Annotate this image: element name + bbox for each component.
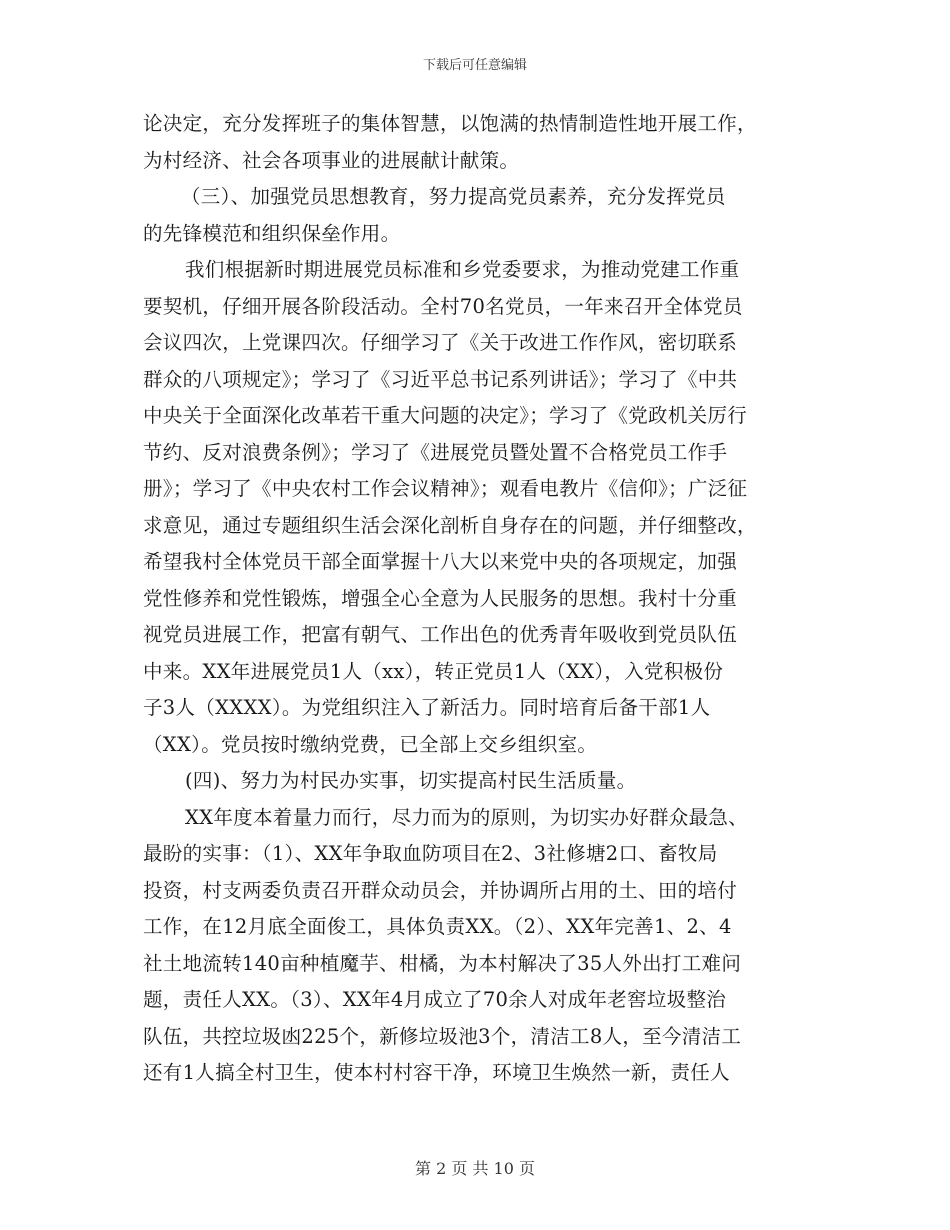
text-line: 求意见，通过专题组织生活会深化剖析自身存在的问题，并仔细整改， [143, 513, 757, 537]
text-line: 群众的八项规定》；学习了《习近平总书记系列讲话》；学习了《中共 [143, 367, 738, 391]
text-line: 视党员进展工作，把富有朝气、工作出色的优秀青年吸收到党员队伍 [143, 623, 738, 646]
text-line: 论决定，充分发挥班子的集体智慧，以饱满的热情制造性地开展工作， [143, 112, 757, 135]
text-line: 希望我村全体党员干部全面掌握十八大以来党中央的各项规定，加强 [143, 550, 738, 573]
document-body [143, 106, 808, 1092]
text-line: 的先锋模范和组织保垒作用。 [143, 221, 401, 245]
text-line: 中央关于全面深化改革若干重大问题的决定》；学习了《党政机关厉行 [143, 404, 748, 427]
text-line: （XX）。党员按时缴纳党费，已全部上交乡组织室。 [143, 732, 598, 756]
text-line: 为村经济、社会各项事业的进展献计献策。 [143, 148, 520, 172]
text-line: 投资，村支两委负责召开群众动员会，并协调所占用的土、田的培付 [143, 878, 738, 902]
text-line: （三）、加强党员思想教育，努力提高党员素养，充分发挥党员 [181, 185, 726, 208]
text-line: 社土地流转140亩种植魔芋、柑橘，为本村解决了35人外出打工难问 [143, 951, 742, 975]
text-line: 中来。XX年进展党员1人（xx），转正党员1人（XX），入党积极份 [143, 659, 724, 683]
text-line: 会议四次，上党课四次。仔细学习了《关于改进工作作风，密切联系 [143, 331, 738, 354]
text-line: 党性修养和党性锻炼，增强全心全意为人民服务的思想。我村十分重 [143, 586, 738, 610]
text-line: 还有1人搞全村卫生，使本村村容干净，环境卫生焕然一新，责任人 [143, 1061, 730, 1084]
text-line: 最盼的实事：（1）、XX年争取血防项目在2、3社修塘2口、畜牧局 [143, 842, 718, 865]
text-line: 册》；学习了《中央农村工作会议精神》；观看电教片《信仰》；广泛征 [143, 477, 748, 500]
text-line: 工作，在12月底全面俊工，具体负责XX。（2）、XX年完善1、2、4 [143, 915, 732, 938]
text-line: 要契机，仔细开展各阶段活动。全村70名党员，一年来召开全体党员 [143, 294, 743, 318]
text-line: 节约、反对浪费条例》；学习了《进展党员暨处置不合格党员工作手 [143, 440, 728, 464]
text-line: 队伍，共控垃圾凼225个，新修垃圾池3个，清洁工8人，至今清洁工 [143, 1024, 742, 1048]
text-line: 题，责任人XX。（3）、XX年4月成立了70余人对成年老窖垃圾整治 [143, 988, 727, 1011]
text-line: 子3人（XXXX）。为党组织注入了新活力。同时培育后备干部1人 [143, 696, 711, 719]
text-line: (四)、努力为村民办实事，切实提高村民生活质量。 [185, 769, 637, 792]
text-line: XX年度本着量力而行，尽力而为的原则，为切实办好群众最急、 [185, 805, 748, 829]
page-header: 下载后可任意编辑 [422, 58, 527, 73]
text-line: 我们根据新时期进展党员标准和乡党委要求，为推动党建工作重 [185, 258, 740, 281]
page-footer: 第 2 页 共 10 页 [415, 1159, 535, 1178]
